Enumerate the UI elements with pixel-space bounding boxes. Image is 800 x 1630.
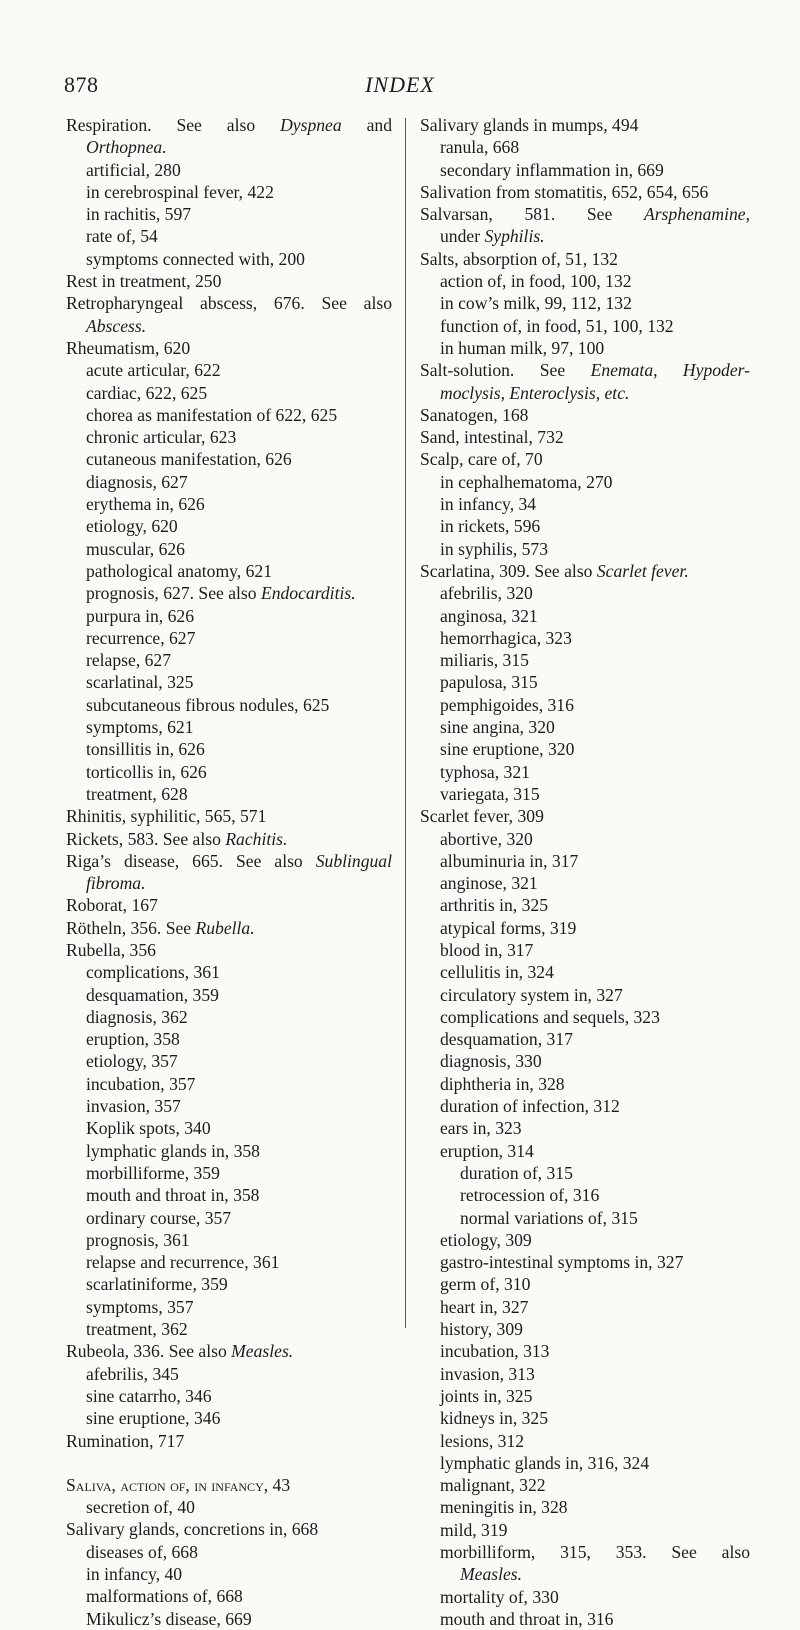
index-subentry (420, 1407, 750, 1429)
entry-text: in cow’s milk, 99, 112, 132 (440, 293, 632, 314)
index-subentry (420, 159, 750, 181)
entry-text: secondary inflammation in, 669 (440, 159, 664, 180)
entry-text: diagnosis, 362 (86, 1006, 188, 1027)
entry-text: torticollis in, 626 (86, 761, 207, 782)
index-heading (420, 560, 750, 582)
index-subentry (66, 1251, 392, 1273)
entry-text: Rubeola, 336. See also (66, 1341, 232, 1362)
entry-text: desquamation, 317 (440, 1029, 573, 1050)
entry-text: purpura in, 626 (86, 605, 194, 626)
index-subentry (66, 605, 392, 627)
index-subentry (420, 1006, 750, 1028)
entry-text: complications, 361 (86, 962, 220, 983)
entry-text: afebrilis, 320 (440, 583, 533, 604)
index-heading (420, 404, 750, 426)
entry-text: muscular, 626 (86, 538, 185, 559)
entry-text: in syphilis, 573 (440, 538, 549, 559)
entry-text: relapse, 627 (86, 650, 172, 671)
index-subentry (420, 1296, 750, 1318)
index-subentry (420, 1586, 750, 1608)
index-subentry (420, 1563, 750, 1585)
entry-text: Salivary glands, concretions in, 668 (66, 1519, 319, 1540)
entry-text: eruption, 314 (440, 1140, 534, 1161)
index-subentry (420, 738, 750, 760)
index-subentry (66, 1363, 392, 1385)
index-subentry (420, 1207, 750, 1229)
index-subentry (420, 894, 750, 916)
index-subentry (66, 359, 392, 381)
index-subentry (66, 582, 392, 604)
index-heading (66, 1474, 392, 1496)
index-subentry (66, 671, 392, 693)
entry-text: diseases of, 668 (86, 1541, 198, 1562)
entry-text: complications and sequels, 323 (440, 1006, 660, 1027)
index-subentry (66, 1028, 392, 1050)
index-subentry (66, 471, 392, 493)
entry-text: cellulitis in, 324 (440, 962, 554, 983)
index-subentry (66, 1207, 392, 1229)
index-subentry (66, 1229, 392, 1251)
index-subentry (420, 783, 750, 805)
entry-text: malignant, 322 (440, 1475, 546, 1496)
entry-text: treatment, 628 (86, 783, 188, 804)
entry-text: miliaris, 315 (440, 650, 529, 671)
entry-text: chronic articular, 623 (86, 427, 237, 448)
entry-text: mortality of, 330 (440, 1586, 559, 1607)
index-subentry (66, 1385, 392, 1407)
index-subentry (420, 225, 750, 247)
entry-text: cutaneous manifestation, 626 (86, 449, 292, 470)
index-subentry (420, 515, 750, 537)
entry-text: sine eruptione, 320 (440, 739, 575, 760)
entry-text: anginose, 321 (440, 873, 538, 894)
cross-reference: moclysis, Enteroclysis, etc. (440, 382, 630, 403)
entry-text: in human milk, 97, 100 (440, 337, 605, 358)
entry-text: chorea as manifestation of 622, 625 (86, 404, 338, 425)
entry-text: in cerebrospinal fever, 422 (86, 181, 274, 202)
entry-text: invasion, 313 (440, 1363, 535, 1384)
entry-text: desquamation, 359 (86, 984, 219, 1005)
index-subentry (420, 1519, 750, 1541)
entry-text: relapse and recurrence, 361 (86, 1252, 280, 1273)
entry-text: Salts, absorption of, 51, 132 (420, 248, 618, 269)
entry-text: Koplik spots, 340 (86, 1118, 211, 1139)
index-subentry (420, 270, 750, 292)
entry-text: papulosa, 315 (440, 672, 538, 693)
entry-text: acute articular, 622 (86, 360, 221, 381)
index-heading (66, 270, 392, 292)
index-subentry (420, 315, 750, 337)
index-subentry (66, 1117, 392, 1139)
index-subentry (66, 248, 392, 270)
entry-text: symptoms, 357 (86, 1296, 194, 1317)
index-subentry (420, 1430, 750, 1452)
index-subentry (66, 1318, 392, 1340)
index-subentry (66, 159, 392, 181)
index-subentry (420, 1363, 750, 1385)
index-heading (66, 939, 392, 961)
entry-text: tonsillitis in, 626 (86, 739, 205, 760)
index-subentry (66, 426, 392, 448)
cross-reference: Enemata, Hypoder- (590, 360, 751, 381)
entry-text: Scarlatina, 309. See also (420, 560, 597, 581)
entry-text: circulatory system in, 327 (440, 984, 623, 1005)
cross-reference: Measles. (231, 1341, 294, 1362)
index-subentry (66, 1184, 392, 1206)
entry-text: Rumination, 717 (66, 1430, 185, 1451)
index-subentry (420, 917, 750, 939)
index-subentry (66, 404, 392, 426)
entry-text: Rhinitis, syphilitic, 565, 571 (66, 806, 267, 827)
cross-reference: Sublingual (315, 850, 392, 871)
index-subentry (66, 225, 392, 247)
index-heading (66, 828, 392, 850)
index-subentry (66, 1296, 392, 1318)
index-subentry (66, 493, 392, 515)
column-divider (405, 118, 406, 1328)
entry-text: pemphigoides, 316 (440, 694, 574, 715)
index-subentry (420, 649, 750, 671)
index-subentry (420, 582, 750, 604)
index-subentry (66, 560, 392, 582)
entry-text: kidneys in, 325 (440, 1408, 549, 1429)
index-subentry (420, 136, 750, 158)
cross-reference: Dyspnea (280, 115, 342, 135)
index-subentry (420, 1251, 750, 1273)
entry-text: joints in, 325 (440, 1385, 533, 1406)
index-heading (66, 292, 392, 314)
entry-text: Rubella, 356 (66, 939, 156, 960)
entry-text: rate of, 54 (86, 226, 158, 247)
entry-text: prognosis, 361 (86, 1229, 190, 1250)
entry-text: incubation, 313 (440, 1341, 550, 1362)
index-subentry (420, 1095, 750, 1117)
index-heading (420, 426, 750, 448)
entry-text: duration of, 315 (460, 1162, 573, 1183)
entry-text: germ of, 310 (440, 1274, 531, 1295)
index-heading (66, 337, 392, 359)
index-subentry (66, 716, 392, 738)
entry-text: secretion of, 40 (86, 1497, 195, 1518)
entry-text: etiology, 357 (86, 1051, 178, 1072)
index-subentry (66, 448, 392, 470)
index-subentry (420, 1117, 750, 1139)
index-subentry (66, 515, 392, 537)
index-subentry (420, 1050, 750, 1072)
entry-text: atypical forms, 319 (440, 917, 577, 938)
index-subentry (420, 1541, 750, 1563)
index-subentry (66, 181, 392, 203)
entry-text: diagnosis, 330 (440, 1051, 542, 1072)
index-subentry (420, 1273, 750, 1295)
entry-text: eruption, 358 (86, 1029, 180, 1050)
entry-text: mouth and throat in, 358 (86, 1185, 260, 1206)
entry-text: symptoms connected with, 200 (86, 248, 305, 269)
entry-text: action of, in food, 100, 132 (440, 271, 632, 292)
index-heading (420, 203, 750, 225)
index-subentry (66, 1608, 392, 1630)
entry-text: Roborat, 167 (66, 895, 158, 916)
entry-text: normal variations of, 315 (460, 1207, 638, 1228)
index-subentry (66, 136, 392, 158)
index-subentry (66, 1006, 392, 1028)
index-subentry (66, 1073, 392, 1095)
entry-text: hemorrhagica, 323 (440, 627, 572, 648)
index-heading (420, 805, 750, 827)
entry-text: scarlatiniforme, 359 (86, 1274, 228, 1295)
index-subentry (66, 761, 392, 783)
entry-text: sine catarrho, 346 (86, 1385, 212, 1406)
index-subentry (420, 671, 750, 693)
entry-text: Saliva, action of, in infancy, 43 (66, 1474, 291, 1495)
index-subentry (66, 1585, 392, 1607)
index-subentry (420, 471, 750, 493)
entry-text: Retropharyngeal abscess, 676. See also (66, 293, 392, 314)
index-subentry (420, 1385, 750, 1407)
entry-text: lesions, 312 (440, 1430, 525, 1451)
index-heading (66, 850, 392, 872)
index-subentry (66, 1496, 392, 1518)
index-subentry (66, 1162, 392, 1184)
index-heading (66, 1518, 392, 1540)
entry-text: duration of infection, 312 (440, 1096, 620, 1117)
index-subentry (420, 939, 750, 961)
cross-reference: Rubella. (195, 917, 255, 938)
entry-text: typhosa, 321 (440, 761, 530, 782)
index-subentry (420, 538, 750, 560)
index-subentry (420, 984, 750, 1006)
index-subentry (420, 1496, 750, 1518)
index-subentry (420, 1608, 750, 1630)
entry-text: etiology, 620 (86, 516, 178, 537)
entry-text: morbilliforme, 359 (86, 1162, 220, 1183)
entry-text: Sanatogen, 168 (420, 404, 529, 425)
entry-text: in rickets, 596 (440, 516, 541, 537)
cross-reference: Syphilis. (484, 226, 545, 247)
entry-text: subcutaneous fibrous nodules, 625 (86, 694, 330, 715)
entry-text: meningitis in, 328 (440, 1497, 568, 1518)
index-subentry (420, 292, 750, 314)
index-subentry (420, 337, 750, 359)
index-heading (420, 181, 750, 203)
index-subentry (66, 315, 392, 337)
index-subentry (420, 961, 750, 983)
entry-text: recurrence, 627 (86, 627, 196, 648)
page-number: 878 (64, 72, 99, 97)
entry-text: afebrilis, 345 (86, 1363, 179, 1384)
entry-text: ranula, 668 (440, 137, 520, 158)
index-subentry (66, 783, 392, 805)
entry-text: Rötheln, 356. See (66, 917, 196, 938)
entry-text: Salivary glands in mumps, 494 (420, 115, 639, 135)
entry-text: ordinary course, 357 (86, 1207, 232, 1228)
index-subentry (66, 538, 392, 560)
entry-text: sine eruptione, 346 (86, 1408, 221, 1429)
entry-text: cardiac, 622, 625 (86, 382, 208, 403)
entry-text: lymphatic glands in, 358 (86, 1140, 260, 1161)
entry-text: symptoms, 621 (86, 717, 194, 738)
index-subentry (420, 1229, 750, 1251)
index-subentry (420, 1162, 750, 1184)
entry-text: retrocession of, 316 (460, 1185, 600, 1206)
entry-text: Riga’s disease, 665. See also (66, 850, 316, 871)
entry-text: Salvarsan, 581. See (420, 204, 644, 225)
index-subentry (420, 382, 750, 404)
index-subentry (66, 1407, 392, 1429)
index-subentry (420, 1184, 750, 1206)
index-subentry (66, 649, 392, 671)
cross-reference: fibroma. (86, 873, 146, 894)
entry-text: mild, 319 (440, 1519, 508, 1540)
entry-text: in cephalhematoma, 270 (440, 471, 613, 492)
index-subentry (420, 872, 750, 894)
index-subentry (420, 1140, 750, 1162)
entry-text: diagnosis, 627 (86, 471, 188, 492)
index-subentry (420, 1073, 750, 1095)
entry-text: and (341, 115, 393, 135)
entry-text: heart in, 327 (440, 1296, 529, 1317)
entry-text: blood in, 317 (440, 939, 534, 960)
index-heading (420, 448, 750, 470)
index-heading (420, 359, 750, 381)
index-heading (66, 1430, 392, 1452)
entry-text: Scarlet fever, 309 (420, 806, 544, 827)
index-heading (66, 114, 392, 136)
entry-text: artificial, 280 (86, 159, 181, 180)
entry-text: under (440, 226, 485, 247)
cross-reference: Scarlet fever. (596, 560, 689, 581)
entry-text: Salivation from stomatitis, 652, 654, 656 (420, 181, 709, 202)
entry-text: diphtheria in, 328 (440, 1073, 565, 1094)
index-subentry (66, 984, 392, 1006)
entry-text: in infancy, 34 (440, 494, 537, 515)
entry-text: ears in, 323 (440, 1118, 522, 1139)
index-subentry (420, 627, 750, 649)
entry-text: Respiration. See also (66, 115, 281, 135)
index-subentry (420, 605, 750, 627)
entry-text: history, 309 (440, 1319, 523, 1340)
running-head: INDEX (365, 72, 435, 97)
index-subentry (66, 382, 392, 404)
entry-text: etiology, 309 (440, 1229, 532, 1250)
index-subentry (66, 1541, 392, 1563)
entry-text: variegata, 315 (440, 783, 540, 804)
cross-reference: Measles. (460, 1564, 523, 1585)
index-column-right (420, 114, 750, 1630)
index-heading (66, 894, 392, 916)
index-subentry (420, 761, 750, 783)
index-subentry (66, 627, 392, 649)
entry-text: in rachitis, 597 (86, 204, 192, 225)
index-subentry (420, 694, 750, 716)
index-heading (66, 805, 392, 827)
entry-text: Scalp, care of, 70 (420, 449, 543, 470)
entry-text: incubation, 357 (86, 1073, 196, 1094)
cross-reference: Arsphenamine, (643, 204, 750, 225)
entry-text: prognosis, 627. See also (86, 583, 261, 604)
cross-reference: Abscess. (86, 315, 147, 336)
entry-text: lymphatic glands in, 316, 324 (440, 1452, 650, 1473)
index-subentry (420, 850, 750, 872)
index-subentry (420, 1028, 750, 1050)
entry-text: gastro-intestinal symptoms in, 327 (440, 1252, 684, 1273)
index-subentry (66, 694, 392, 716)
index-subentry (66, 872, 392, 894)
entry-text: abortive, 320 (440, 828, 533, 849)
entry-text: treatment, 362 (86, 1319, 188, 1340)
index-subentry (420, 1474, 750, 1496)
index-heading (420, 248, 750, 270)
cross-reference: Orthopnea. (86, 137, 167, 158)
index-heading (66, 917, 392, 939)
entry-text: Rheumatism, 620 (66, 337, 191, 358)
entry-text: invasion, 357 (86, 1096, 181, 1117)
entry-text: anginosa, 321 (440, 605, 538, 626)
page-header (64, 72, 736, 102)
entry-text: arthritis in, 325 (440, 895, 548, 916)
index-subentry (420, 716, 750, 738)
cross-reference: Endocarditis. (260, 583, 356, 604)
index-subentry (66, 1050, 392, 1072)
entry-text: scarlatinal, 325 (86, 672, 194, 693)
index-subentry (66, 738, 392, 760)
index-subentry (66, 203, 392, 225)
index-subentry (66, 1095, 392, 1117)
index-column-left (66, 114, 392, 1630)
entry-text: erythema in, 626 (86, 494, 205, 515)
cross-reference: Rachitis. (225, 828, 288, 849)
index-subentry (66, 1563, 392, 1585)
entry-text: malformations of, 668 (86, 1586, 243, 1607)
index-subentry (66, 1273, 392, 1295)
index-subentry (420, 493, 750, 515)
entry-text: Salt-solution. See (420, 360, 591, 381)
index-subentry (66, 961, 392, 983)
entry-text: albuminuria in, 317 (440, 850, 579, 871)
index-heading (420, 114, 750, 136)
entry-text: Mikulicz’s disease, 669 (86, 1608, 252, 1629)
entry-text: Rickets, 583. See also (66, 828, 226, 849)
entry-text: Rest in treatment, 250 (66, 271, 222, 292)
entry-text: sine angina, 320 (440, 717, 555, 738)
index-subentry (66, 1140, 392, 1162)
index-subentry (420, 828, 750, 850)
index-subentry (420, 1318, 750, 1340)
index-subentry (420, 1452, 750, 1474)
entry-text: morbilliform, 315, 353. See also (440, 1542, 750, 1562)
entry-text: in infancy, 40 (86, 1564, 183, 1584)
entry-text: mouth and throat in, 316 (440, 1608, 614, 1629)
entry-text: pathological anatomy, 621 (86, 560, 272, 581)
entry-text: function of, in food, 51, 100, 132 (440, 315, 674, 336)
entry-text: Sand, intestinal, 732 (420, 427, 564, 448)
